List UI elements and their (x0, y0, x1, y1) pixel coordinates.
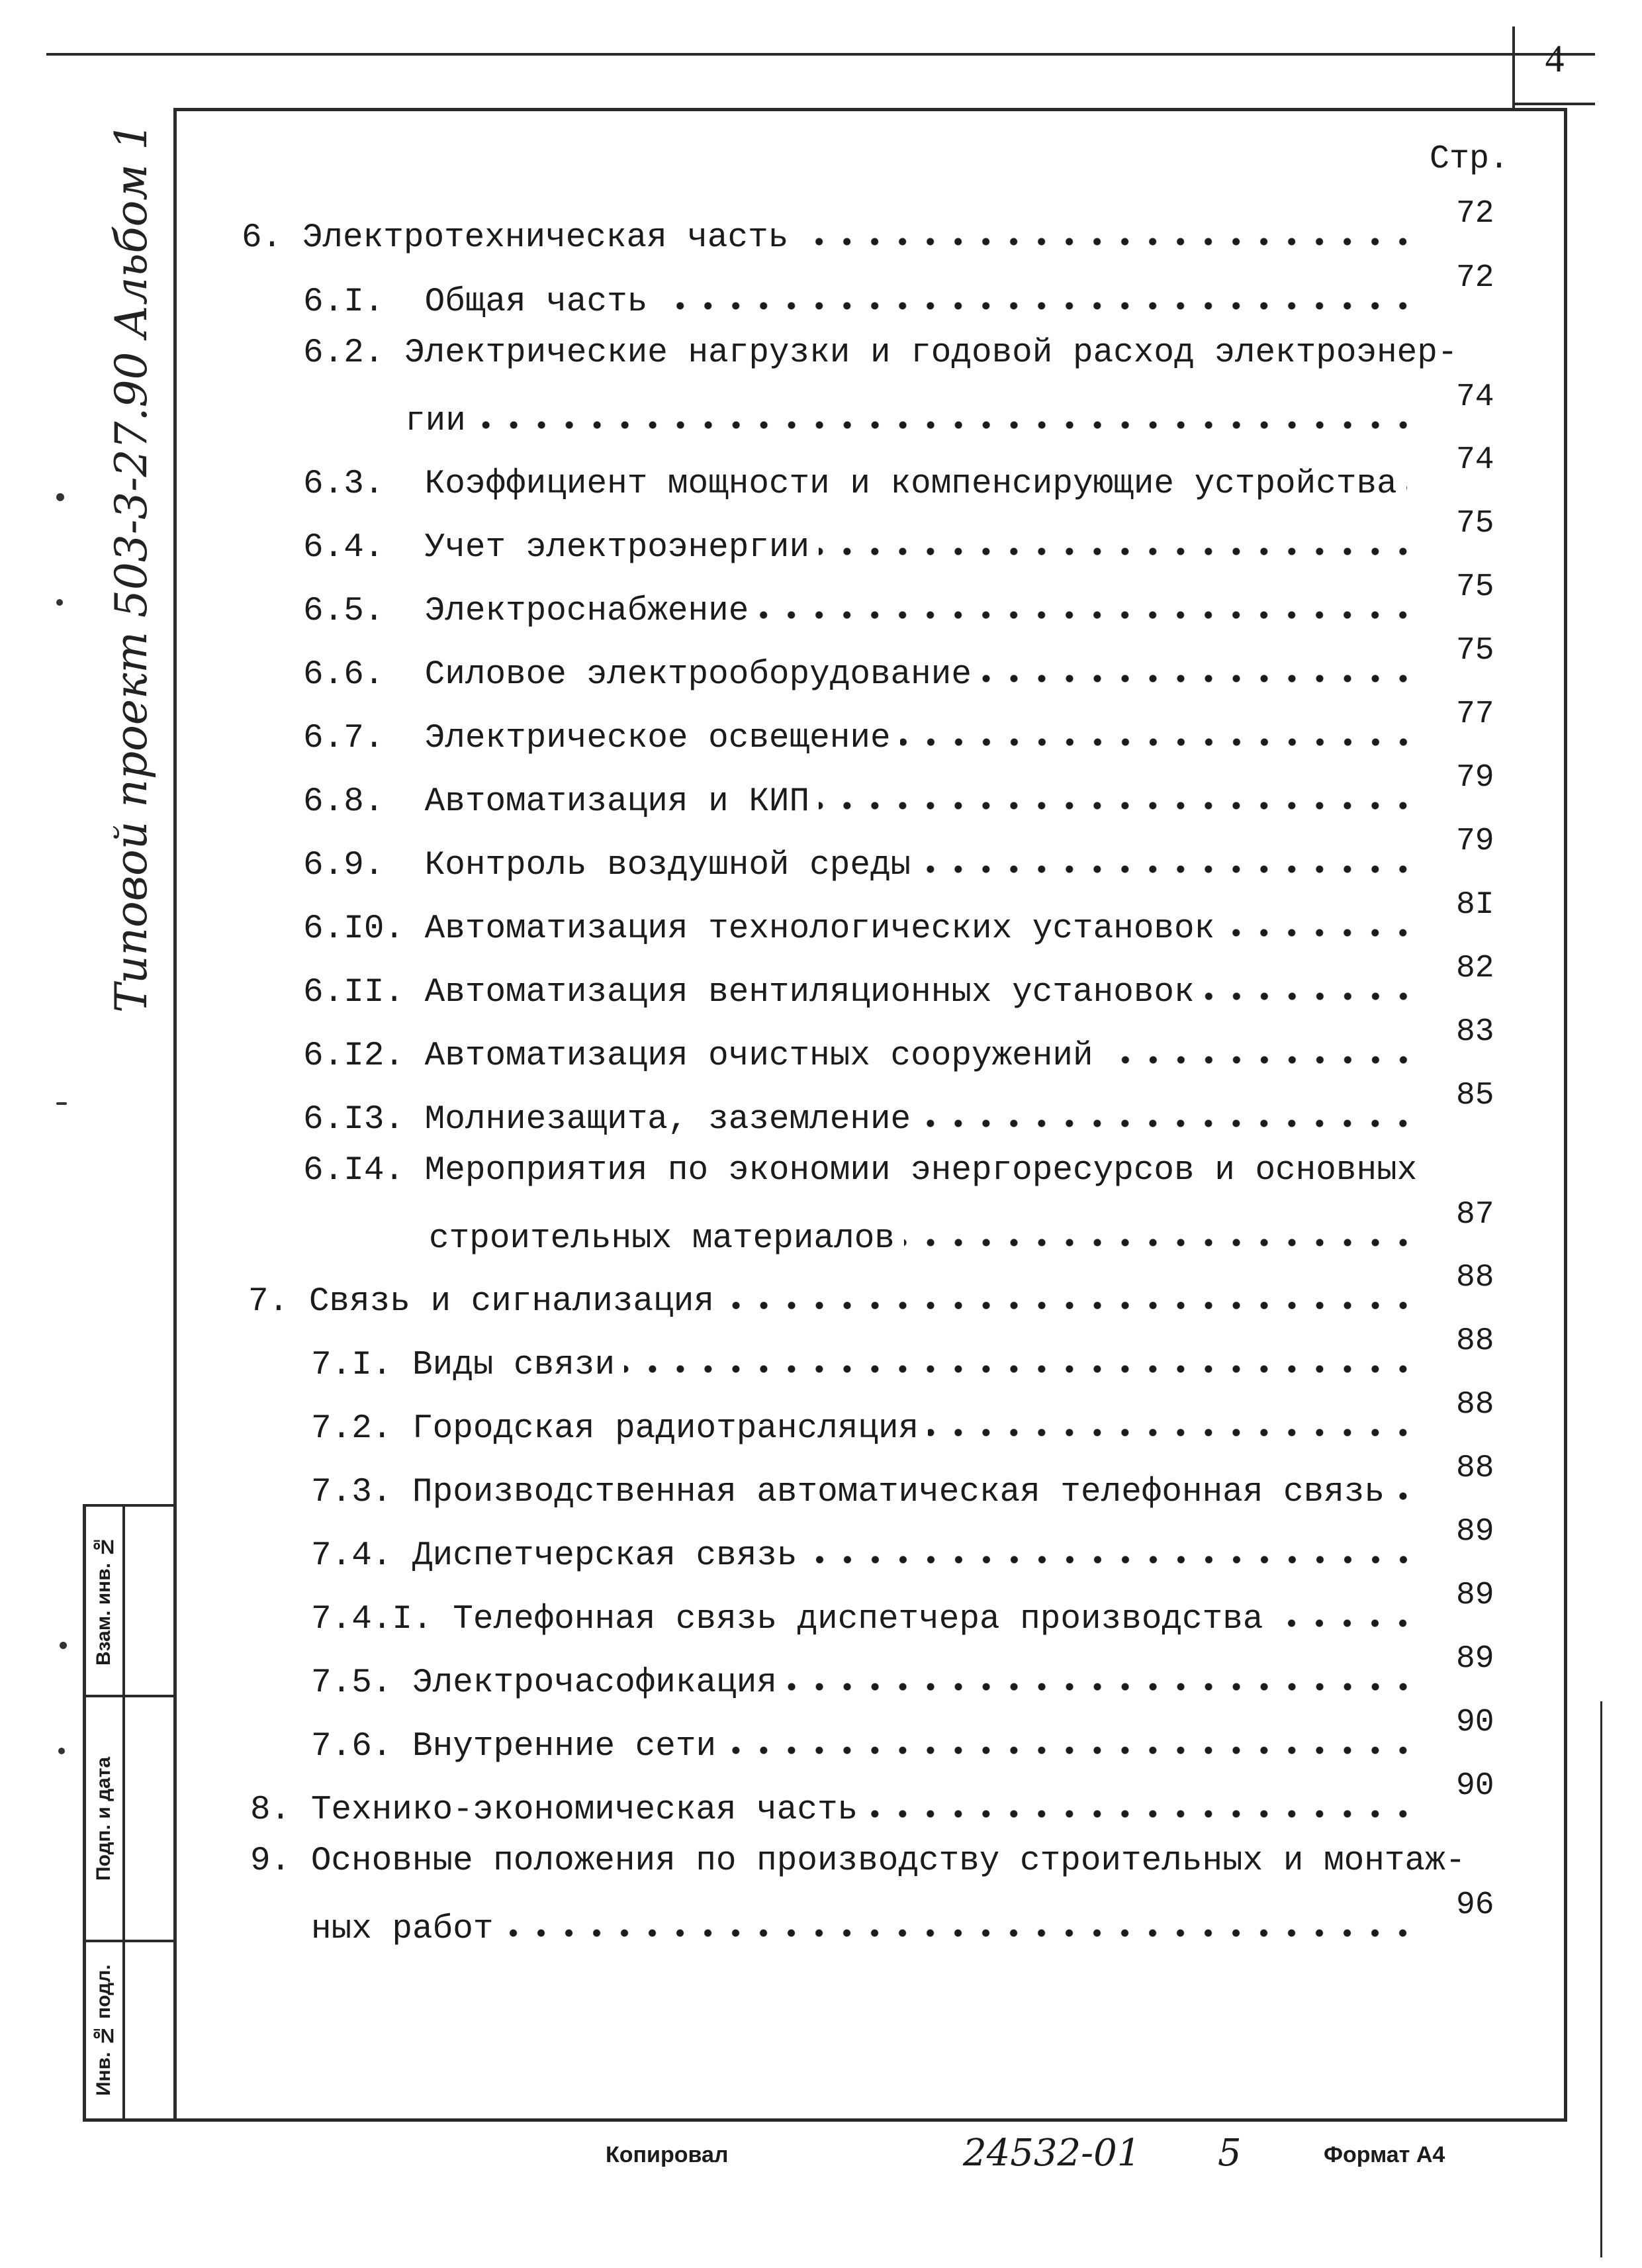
toc-page: 83 (1456, 1014, 1494, 1050)
dot-leader (981, 673, 1417, 685)
dot-leader (920, 863, 1417, 875)
stamp-label-signature-date: Подп. и дата (93, 1756, 114, 1881)
dot-leader (1272, 1617, 1417, 1629)
toc-title: Электроснабжение (424, 592, 749, 630)
page-number-box-bottom (1512, 103, 1595, 105)
stamp-label-original-inv: Инв. № подл. (93, 1964, 114, 2097)
toc-page: 75 (1456, 506, 1494, 542)
toc-entry (303, 1014, 1494, 1075)
toc-number: 6.I4. (303, 1152, 425, 1190)
dot-leader (786, 1681, 1417, 1693)
dot-leader (723, 1299, 1417, 1311)
toc-number: 7.4. (311, 1537, 413, 1575)
toc-title: Общая часть (424, 283, 648, 321)
toc-number: 7.5. (311, 1664, 413, 1702)
toc-number: 6.I3. (303, 1101, 425, 1139)
toc-title: Электрическое освещение (424, 720, 891, 757)
toc-entry (311, 1450, 1494, 1511)
toc-title: Электрические нагрузки и годовой расход электроэнер- (404, 334, 1458, 372)
toc-title: Виды связи (412, 1347, 616, 1384)
toc-page: 74 (1456, 442, 1494, 478)
toc-entry (303, 1078, 1494, 1139)
toc-entry (303, 696, 1494, 757)
toc-number: 6.4. (303, 529, 425, 567)
toc-page: 79 (1456, 824, 1494, 859)
toc-number: 6.II. (303, 974, 425, 1012)
toc-entry (303, 760, 1494, 821)
toc-page: 89 (1456, 1578, 1494, 1613)
toc-page: 8I (1456, 887, 1494, 923)
toc-entry-continuation (429, 1197, 1494, 1258)
toc-entry-continuation (311, 1887, 1494, 1948)
dot-leader (819, 800, 1417, 812)
scan-speck (58, 1748, 65, 1754)
toc-title: Учет электроэнергии (424, 529, 810, 567)
frame-top-border (173, 108, 1567, 111)
toc-entry-first-line (303, 334, 1458, 387)
toc-title-continuation: ных работ (311, 1911, 494, 1948)
toc-page: 74 (1456, 379, 1494, 415)
toc-page: 89 (1456, 1641, 1494, 1677)
toc-entry (311, 1578, 1494, 1638)
toc-page: 88 (1456, 1450, 1494, 1486)
toc-title: Электротехническая часть (302, 219, 789, 257)
toc-page: 72 (1456, 260, 1494, 296)
toc-number: 7.3. (311, 1474, 413, 1511)
toc-page: 72 (1456, 196, 1494, 232)
toc-number: 7.I. (311, 1347, 413, 1384)
toc-title: Электрочасофикация (412, 1664, 777, 1702)
toc-number: 6.9. (303, 847, 425, 884)
toc-page: 88 (1456, 1387, 1494, 1423)
toc-number: 6.I0. (303, 910, 425, 948)
toc-number: 6.2. (303, 334, 405, 372)
toc-page: 90 (1456, 1705, 1494, 1740)
toc-number: 6.5. (303, 592, 425, 630)
toc-number: 6. (242, 219, 302, 257)
toc-number: 9. (250, 1842, 311, 1880)
toc-number: 8. (250, 1791, 311, 1829)
toc-entry (248, 1260, 1494, 1321)
toc-entry (303, 824, 1494, 884)
dot-leader (1103, 1054, 1417, 1066)
dot-leader (657, 300, 1417, 312)
toc-title: Основные положения по производству строительных и монтаж- (310, 1842, 1466, 1880)
toc-title: Коэффициент мощности и компенсирующие устройства (424, 465, 1397, 503)
toc-number: 6.7. (303, 720, 425, 757)
toc-page: 85 (1456, 1078, 1494, 1113)
scan-speck (56, 599, 63, 606)
dot-leader (904, 1237, 1417, 1249)
toc-entry (311, 1641, 1494, 1702)
dot-leader (624, 1363, 1417, 1375)
toc-page: 90 (1456, 1768, 1494, 1804)
scan-speck (56, 1102, 67, 1105)
toc-number: 7.2. (311, 1410, 413, 1448)
toc-title: Молниезащита, заземление (424, 1101, 911, 1139)
dot-leader (475, 419, 1417, 431)
toc-entry (303, 506, 1494, 567)
toc-title: Внутренние сети (412, 1728, 717, 1766)
toc-entry (303, 442, 1494, 503)
toc-title: Автоматизация и КИП (424, 783, 810, 821)
toc-entry (242, 196, 1494, 257)
toc-page: 88 (1456, 1323, 1494, 1359)
toc-entry-continuation (405, 379, 1494, 440)
toc-title-continuation: гии (405, 402, 466, 440)
dot-leader (928, 1427, 1417, 1439)
toc-page: 77 (1456, 696, 1494, 732)
top-rule (46, 53, 1595, 56)
page-column-header: Стр. (1430, 140, 1510, 178)
toc-page: 89 (1456, 1514, 1494, 1550)
toc-entry (303, 260, 1494, 321)
toc-title: Силовое электрооборудование (424, 656, 972, 694)
toc-title: Контроль воздушной среды (424, 847, 911, 884)
footer-document-code: 24532-01 (963, 2132, 1141, 2175)
toc-number: 6.I2. (303, 1037, 425, 1075)
dot-leader (502, 1927, 1417, 1939)
toc-page: 96 (1456, 1887, 1494, 1923)
dot-leader (807, 1554, 1417, 1566)
toc-title: Мероприятия по экономии энергоресурсов и основных (424, 1152, 1418, 1190)
toc-page: 82 (1456, 951, 1494, 986)
footer-format-label: Формат А4 (1324, 2142, 1445, 2167)
dot-leader (798, 236, 1417, 248)
dot-leader (920, 1117, 1417, 1129)
stamp-left-border (83, 1504, 86, 2122)
toc-number: 7.6. (311, 1728, 413, 1766)
dot-leader (819, 545, 1417, 557)
project-title-handwritten: Типовой проект 503-3-27.90 Альбом 1 (106, 122, 157, 1013)
dot-leader (1394, 1490, 1417, 1502)
dot-leader (867, 1808, 1417, 1820)
toc-page: 88 (1456, 1260, 1494, 1296)
toc-title: Городская радиотрансляция (412, 1410, 919, 1448)
scan-edge-line (1600, 1701, 1602, 2257)
dot-leader (758, 609, 1417, 621)
toc-number: 6.8. (303, 783, 425, 821)
dot-leader (1204, 990, 1417, 1002)
frame-right-border (1564, 108, 1567, 2122)
toc-page: 79 (1456, 760, 1494, 796)
toc-entry (303, 887, 1494, 948)
toc-entry (303, 569, 1494, 630)
dot-leader (1224, 927, 1417, 939)
toc-entry (311, 1514, 1494, 1575)
toc-entry-first-line (250, 1842, 1465, 1895)
toc-title: Автоматизация технологических установок (424, 910, 1215, 948)
dot-leader (725, 1744, 1417, 1756)
toc-entry (311, 1705, 1494, 1766)
toc-title: Технико-экономическая часть (310, 1791, 858, 1829)
toc-title: Автоматизация вентиляционных установок (424, 974, 1195, 1012)
toc-title: Диспетчерская связь (412, 1537, 798, 1575)
toc-entry (311, 1387, 1494, 1448)
toc-entry (303, 633, 1494, 694)
toc-title: Телефонная связь диспетчера производства (453, 1601, 1263, 1638)
toc-number: 7.4.I. (311, 1601, 453, 1638)
toc-title: Автоматизация очистных сооружений (424, 1037, 1093, 1075)
toc-number: 7. (248, 1283, 309, 1321)
dot-leader (1406, 482, 1417, 494)
scan-speck (60, 1642, 67, 1649)
toc-title-continuation: строительных материалов (429, 1220, 895, 1258)
footer-sheet-number: 5 (1218, 2132, 1242, 2175)
scan-speck (56, 493, 64, 501)
toc-entry (303, 951, 1494, 1012)
toc-title: Связь и сигнализация (308, 1283, 714, 1321)
dot-leader (900, 736, 1417, 748)
stamp-middle-border (122, 1504, 125, 2122)
toc-number: 6.6. (303, 656, 425, 694)
toc-entry (311, 1323, 1494, 1384)
toc-page: 75 (1456, 569, 1494, 605)
frame-bottom-border (83, 2118, 1567, 2122)
toc-number: 6.I. (303, 283, 425, 321)
toc-entry (250, 1768, 1494, 1829)
toc-page: 87 (1456, 1197, 1494, 1233)
page-number: 4 (1545, 37, 1565, 80)
toc-entry-first-line (303, 1152, 1417, 1205)
stamp-label-replacement-inv: Взам. инв. № (93, 1535, 114, 1666)
toc-number: 6.3. (303, 465, 425, 503)
footer-copied-label: Копировал (606, 2142, 729, 2167)
toc-page: 75 (1456, 633, 1494, 669)
toc-title: Производственная автоматическая телефонная связь (412, 1474, 1385, 1511)
